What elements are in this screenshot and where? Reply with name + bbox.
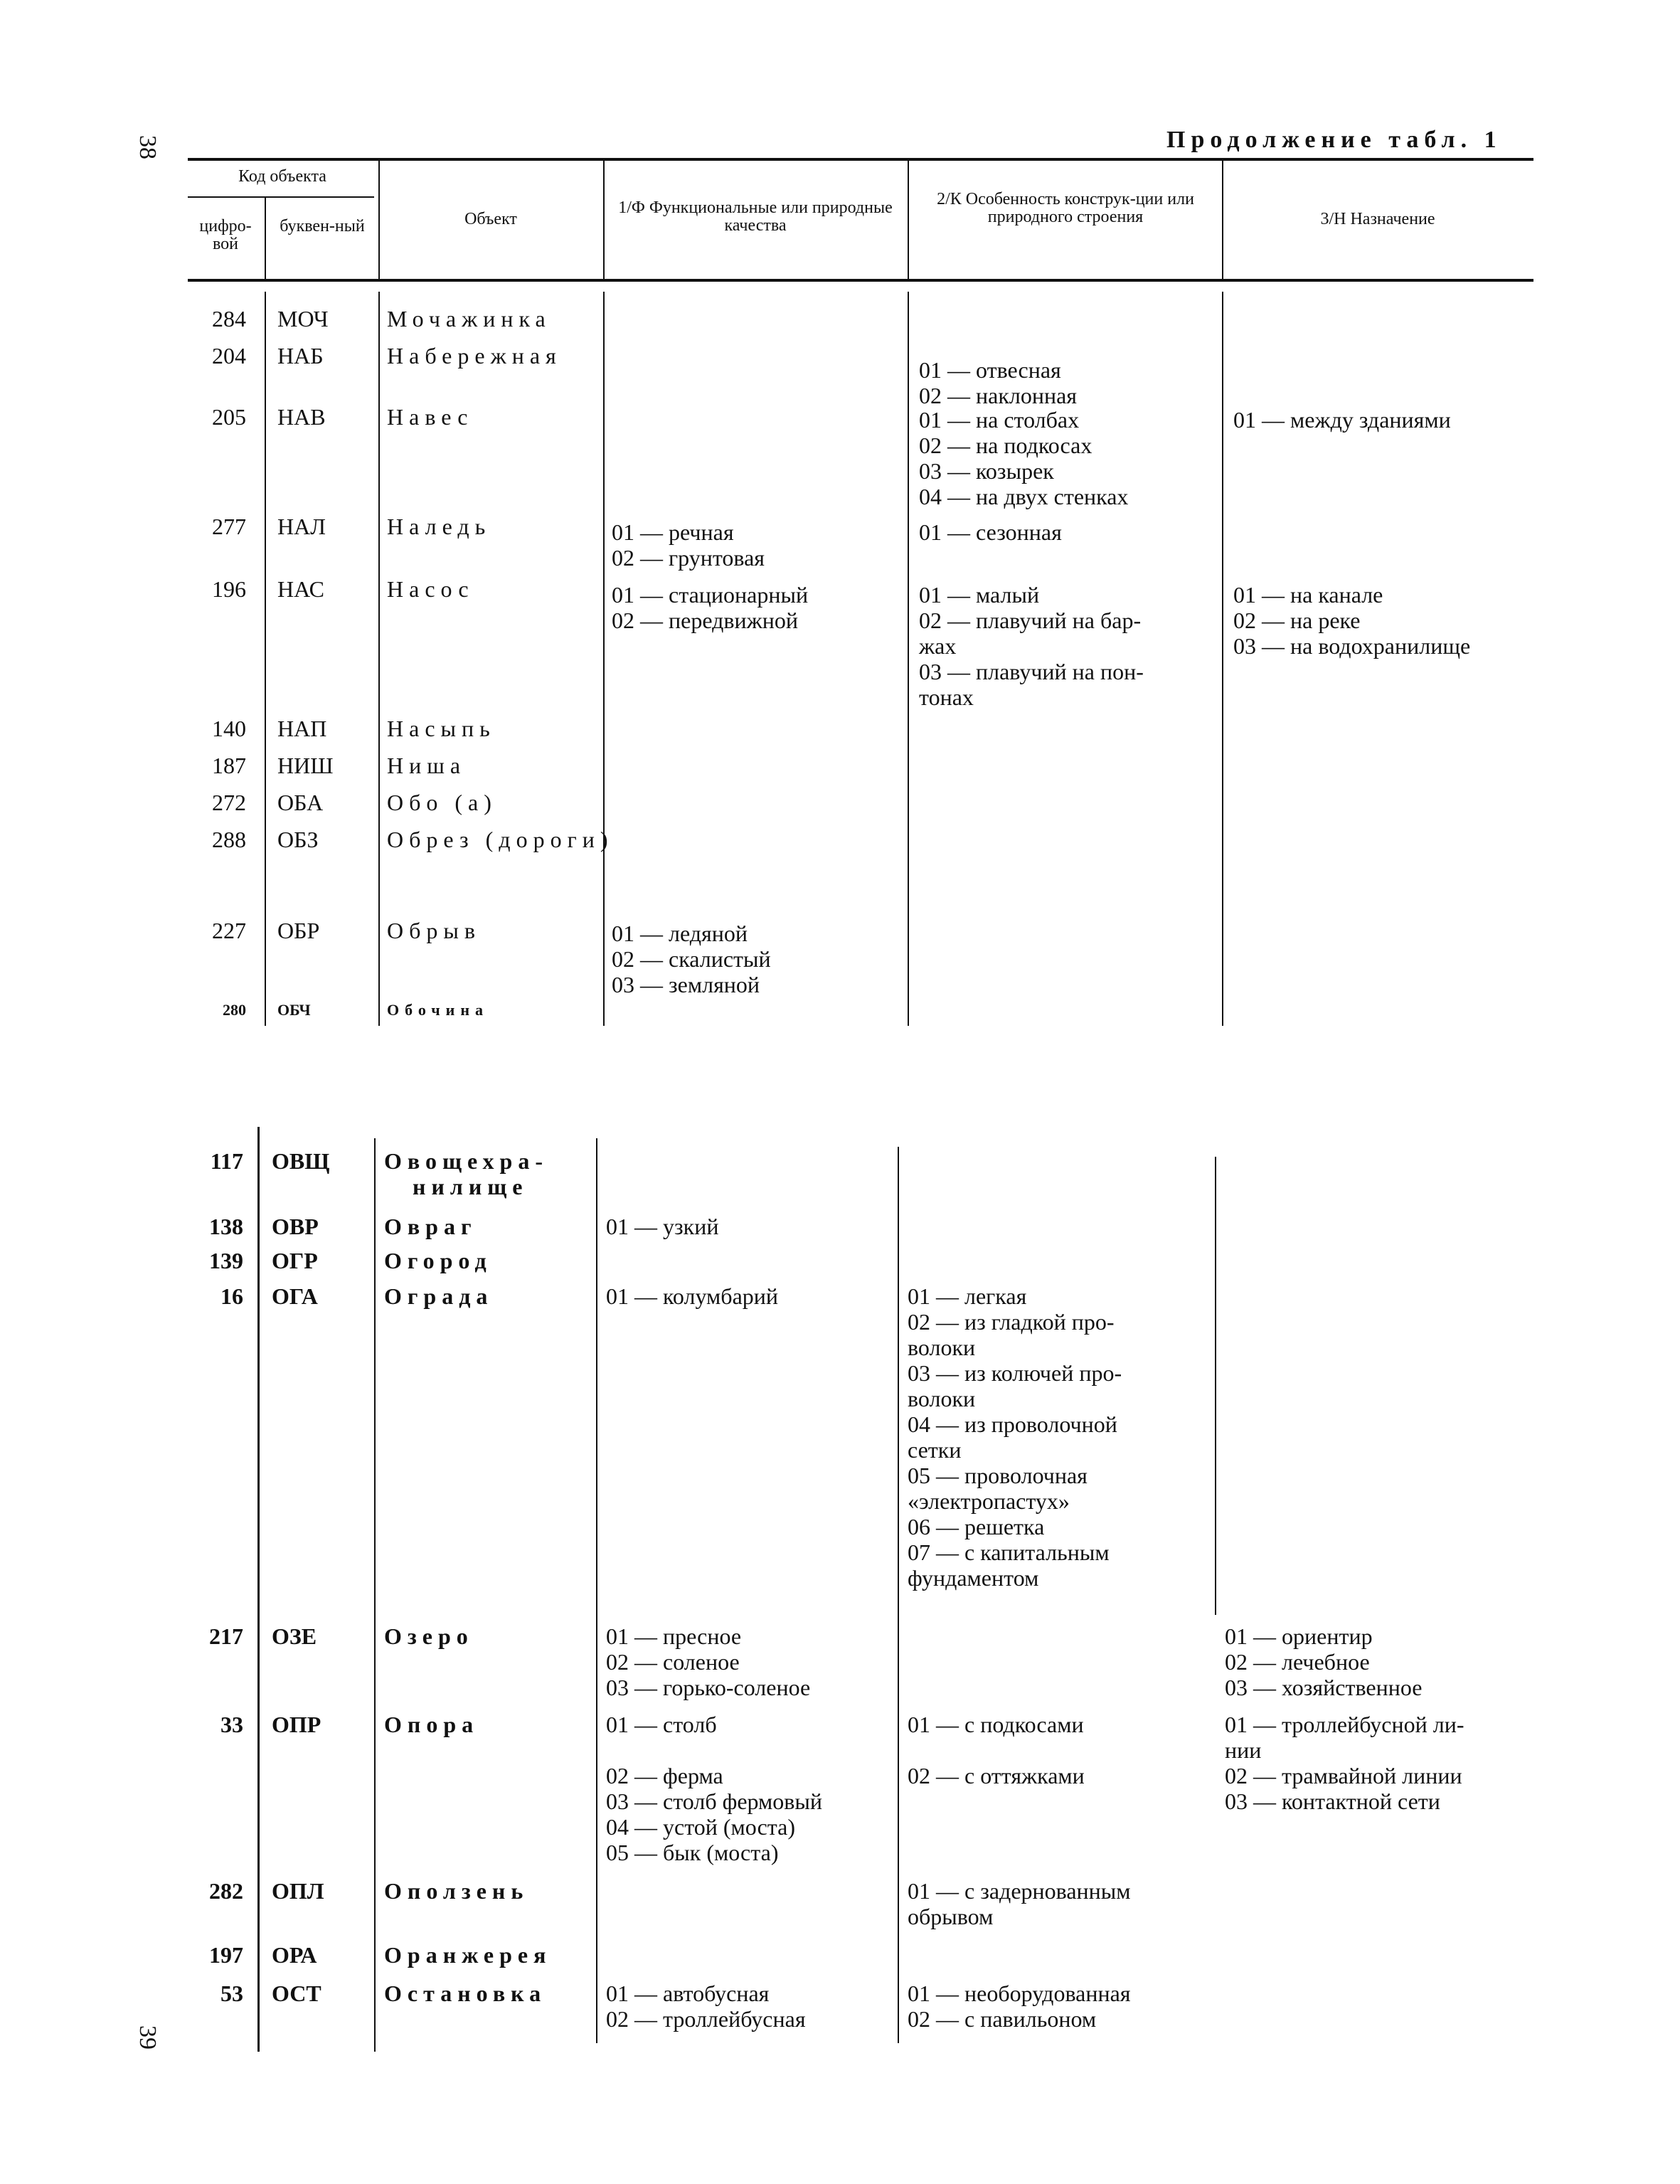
- body-vline: [1222, 292, 1223, 1026]
- header-letter: буквен-ный: [280, 217, 365, 235]
- row-constr-value: 01 — легкая: [908, 1283, 1027, 1309]
- row-constr-value: 02 — наклонная: [919, 383, 1078, 408]
- row-constr-value: «электропастух»: [908, 1488, 1070, 1514]
- body-vline: [898, 1147, 899, 2043]
- row-object: Насыпь: [387, 716, 496, 741]
- row-code: ОЗЕ: [272, 1623, 317, 1649]
- row-code: НАС: [277, 576, 324, 602]
- row-number: 272: [212, 790, 246, 815]
- row-func-value: 01 — пресное: [606, 1623, 742, 1649]
- row-code: ОГР: [272, 1248, 318, 1273]
- page-number-bottom: 39: [134, 2025, 161, 2050]
- row-number: 280: [223, 1001, 246, 1019]
- row-object: Оползень: [384, 1878, 529, 1904]
- row-constr-value: 03 — из колючей про-: [908, 1360, 1122, 1386]
- page-number-top: 38: [134, 135, 161, 159]
- row-func-value: 03 — столб фермовый: [606, 1788, 823, 1814]
- row-func-value: 02 — соленое: [606, 1649, 740, 1675]
- row-code: ОВР: [272, 1214, 319, 1239]
- row-object: Насос: [387, 576, 474, 602]
- header-digital: цифро-вой: [199, 217, 252, 254]
- row-constr-value: 04 — из проволочной: [908, 1411, 1117, 1437]
- header-top-rule: [188, 158, 1533, 161]
- body-vline: [374, 1138, 376, 2052]
- row-constr-value: тонах: [919, 684, 974, 710]
- row-func-value: 01 — узкий: [606, 1214, 719, 1239]
- row-object: Овраг: [384, 1214, 477, 1239]
- row-object: Обрыв: [387, 918, 481, 943]
- row-constr-value: 02 — с оттяжками: [908, 1763, 1085, 1788]
- row-code: НАП: [277, 716, 327, 741]
- body-vline: [1215, 1157, 1216, 1615]
- row-purpose-value: 03 — на водохранилище: [1233, 633, 1471, 659]
- row-constr-value: 05 — проволочная: [908, 1463, 1088, 1488]
- row-constr-value: 01 — с подкосами: [908, 1712, 1084, 1737]
- header-bottom-rule: [188, 279, 1533, 282]
- row-number: 138: [209, 1214, 243, 1239]
- row-object: Огород: [384, 1248, 492, 1273]
- row-func-value: 02 — передвижной: [612, 608, 798, 633]
- row-code: НИШ: [277, 753, 334, 778]
- body-vline: [265, 292, 266, 1026]
- row-constr-value: 03 — плавучий на пон-: [919, 659, 1144, 684]
- row-number: 282: [209, 1878, 243, 1904]
- row-number: 197: [209, 1942, 243, 1968]
- row-object: Обрез (дороги): [387, 827, 614, 852]
- body-vline: [378, 292, 380, 1026]
- row-number: 53: [220, 1981, 243, 2006]
- row-purpose-value: 01 — ориентир: [1225, 1623, 1373, 1649]
- row-object: Остановка: [384, 1981, 547, 2006]
- row-code: ОПЛ: [272, 1878, 324, 1904]
- row-func-value: 01 — колумбарий: [606, 1283, 779, 1309]
- row-number: 187: [212, 753, 246, 778]
- header-func: 1/Ф Функциональные или природные качества: [618, 198, 893, 235]
- header-vline: [1222, 161, 1223, 279]
- row-number: 16: [220, 1283, 243, 1309]
- row-constr-value: жах: [919, 633, 957, 659]
- row-number: 277: [212, 514, 246, 539]
- row-func-value: 02 — грунтовая: [612, 545, 765, 571]
- body-vline: [908, 292, 909, 1026]
- row-number: 284: [212, 306, 246, 332]
- row-code: ОРА: [272, 1942, 317, 1968]
- header-constr: 2/К Особенность конструк-ции или природного строения: [937, 190, 1194, 227]
- row-func-value: 01 — речная: [612, 519, 734, 545]
- row-constr-value: 02 — плавучий на бар-: [919, 608, 1142, 633]
- row-constr-value: сетки: [908, 1437, 962, 1463]
- row-code: НАВ: [277, 404, 326, 430]
- row-func-value: 01 — стационарный: [612, 582, 809, 608]
- row-object: Овощехра-: [384, 1148, 548, 1174]
- row-code: ОБА: [277, 790, 324, 815]
- row-constr-value: 02 — на подкосах: [919, 433, 1092, 458]
- row-purpose-value: нии: [1225, 1737, 1262, 1763]
- row-code: НАЛ: [277, 514, 326, 539]
- row-func-value: 02 — троллейбусная: [606, 2006, 806, 2032]
- row-number: 217: [209, 1623, 243, 1649]
- row-purpose-value: 01 — троллейбусной ли-: [1225, 1712, 1464, 1737]
- row-func-value: 05 — бык (моста): [606, 1840, 779, 1865]
- header-code-group: Код объекта: [238, 167, 326, 186]
- row-func-value: 02 — скалистый: [612, 946, 771, 972]
- row-purpose-value: 02 — на реке: [1233, 608, 1361, 633]
- row-purpose-value: 02 — лечебное: [1225, 1649, 1370, 1675]
- row-constr-value: фундаментом: [908, 1565, 1039, 1591]
- row-number: 227: [212, 918, 246, 943]
- row-number: 117: [210, 1148, 243, 1174]
- row-constr-value: 07 — с капитальным: [908, 1539, 1110, 1565]
- page-title: Продолжение табл. 1: [1166, 127, 1502, 153]
- header-vline: [265, 198, 266, 279]
- row-purpose-value: 01 — на канале: [1233, 582, 1383, 608]
- row-purpose-value: 02 — трамвайной линии: [1225, 1763, 1462, 1788]
- row-object: Ограда: [384, 1283, 494, 1309]
- row-constr-value: 01 — малый: [919, 582, 1040, 608]
- row-object: Навес: [387, 404, 474, 430]
- body-vline: [596, 1138, 597, 2043]
- row-number: 139: [209, 1248, 243, 1273]
- row-code: ОБЗ: [277, 827, 319, 852]
- row-constr-value: 01 — сезонная: [919, 519, 1062, 545]
- row-constr-value: обрывом: [908, 1904, 994, 1929]
- code-group-rule: [188, 196, 374, 198]
- row-object: нилище: [413, 1174, 528, 1199]
- row-object: Набережная: [387, 343, 562, 369]
- row-code: НАБ: [277, 343, 324, 369]
- row-purpose-value: 03 — контактной сети: [1225, 1788, 1440, 1814]
- row-number: 140: [212, 716, 246, 741]
- row-object: Опора: [384, 1712, 479, 1737]
- row-constr-value: 02 — из гладкой про-: [908, 1309, 1115, 1335]
- row-func-value: 01 — автобусная: [606, 1981, 770, 2006]
- row-number: 33: [220, 1712, 243, 1737]
- header-vline: [603, 161, 605, 279]
- row-code: ОБЧ: [277, 1001, 311, 1019]
- row-number: 196: [212, 576, 246, 602]
- row-constr-value: 03 — козырек: [919, 458, 1054, 484]
- row-constr-value: 01 — с задернованным: [908, 1878, 1131, 1904]
- row-purpose-value: 03 — хозяйственное: [1225, 1675, 1423, 1700]
- row-func-value: 03 — земляной: [612, 972, 760, 997]
- row-constr-value: 04 — на двух стенках: [919, 484, 1129, 509]
- body-vline: [257, 1127, 260, 2052]
- row-code: ОГА: [272, 1283, 318, 1309]
- row-func-value: 01 — ледяной: [612, 921, 748, 946]
- header-vline: [908, 161, 909, 279]
- row-number: 205: [212, 404, 246, 430]
- row-constr-value: 01 — отвесная: [919, 357, 1061, 383]
- row-constr-value: 06 — решетка: [908, 1514, 1045, 1539]
- row-constr-value: волоки: [908, 1335, 976, 1360]
- row-constr-value: 01 — на столбах: [919, 407, 1080, 433]
- header-purpose: 3/Н Назначение: [1320, 210, 1435, 228]
- row-code: ОПР: [272, 1712, 321, 1737]
- row-code: ОВЩ: [272, 1148, 330, 1174]
- row-purpose-value: 01 — между зданиями: [1233, 407, 1451, 433]
- row-func-value: 04 — устой (моста): [606, 1814, 796, 1840]
- row-object: Обо (а): [387, 790, 497, 815]
- row-object: Озеро: [384, 1623, 474, 1649]
- body-vline: [603, 292, 605, 1026]
- row-code: ОБР: [277, 918, 320, 943]
- row-constr-value: волоки: [908, 1386, 976, 1411]
- row-constr-value: 01 — необорудованная: [908, 1981, 1131, 2006]
- row-object: Ниша: [387, 753, 467, 778]
- row-object: Мочажинка: [387, 306, 551, 332]
- row-number: 204: [212, 343, 246, 369]
- row-func-value: 01 — столб: [606, 1712, 717, 1737]
- row-object: Наледь: [387, 514, 491, 539]
- row-code: МОЧ: [277, 306, 329, 332]
- row-constr-value: 02 — с павильоном: [908, 2006, 1097, 2032]
- row-object: Оранжерея: [384, 1942, 552, 1968]
- header-object: Объект: [464, 210, 517, 228]
- row-func-value: 02 — ферма: [606, 1763, 723, 1788]
- row-code: ОСТ: [272, 1981, 321, 2006]
- row-number: 288: [212, 827, 246, 852]
- row-object: Обочина: [387, 1001, 489, 1019]
- row-func-value: 03 — горько-соленое: [606, 1675, 811, 1700]
